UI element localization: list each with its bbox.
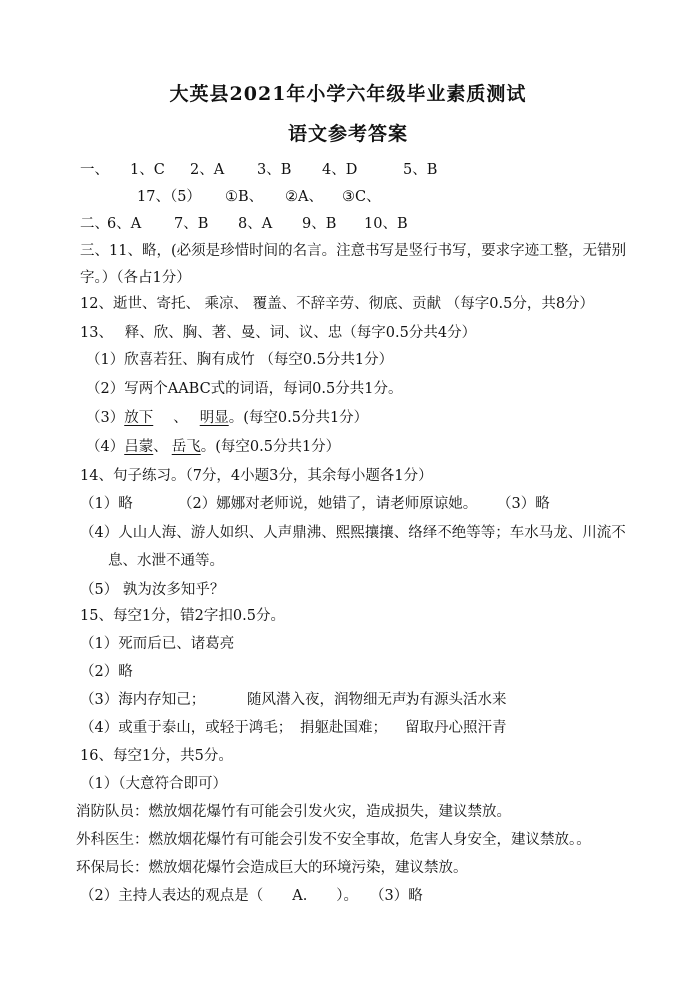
q16-answer: （2）主持人表达的观点是（ A. ）。 bbox=[80, 888, 359, 904]
section1-label: 一、 bbox=[80, 162, 109, 178]
q14-answer: （3）略 bbox=[497, 496, 550, 512]
answer-item: ①B、 bbox=[225, 189, 264, 205]
section3-line: 字。）（各占1分） bbox=[80, 270, 191, 286]
answer-item: 6、A bbox=[107, 216, 142, 232]
q15-answer: （3）海内存知己； bbox=[80, 692, 206, 708]
q13-line: 13、 释、欣、胸、著、曼、词、议、忠（每字0.5分共4分） bbox=[80, 325, 477, 341]
answer-item: 5、B bbox=[403, 162, 438, 178]
section3-line: 三、11、略，(必须是珍惜时间的名言。注意书写是竖行书写，要求字迹工整，无错别 bbox=[80, 243, 627, 259]
fill-in-blank: 岳飞 bbox=[171, 439, 201, 455]
q15-answer: 为有源头活水来 bbox=[405, 692, 507, 708]
fill-in-blank: 放下 bbox=[124, 410, 154, 426]
q15-answer: （4）或重于泰山，或轻于鸿毛； bbox=[80, 720, 293, 736]
q16-answer: 消防队员：燃放烟花爆竹有可能会引发火灾，造成损失，建议禁放。 bbox=[76, 804, 511, 820]
answer-item: ③C、 bbox=[342, 189, 381, 205]
answer-item: 9、B bbox=[302, 216, 337, 232]
answer-item: 8、A bbox=[238, 216, 273, 232]
q14-answer: （5） 孰为汝多知乎？ bbox=[80, 582, 225, 598]
answer-item: 10、B bbox=[364, 216, 408, 232]
q15-answer: 留取丹心照汗青 bbox=[405, 720, 507, 736]
q15-line: 15、每空1分，错2字扣0.5分。 bbox=[80, 608, 285, 624]
answer-item: ②A、 bbox=[285, 189, 323, 205]
q16-answer: （3）略 bbox=[370, 888, 423, 904]
q16-answer: 环保局长：燃放烟花爆竹会造成巨大的环境污染，建议禁放。 bbox=[76, 860, 468, 876]
answer-item: 3、B bbox=[257, 162, 292, 178]
answer-item: 2、A bbox=[190, 162, 225, 178]
q16-answer: （1）（大意符合即可） bbox=[80, 776, 227, 792]
q14-answer: （1）略 bbox=[80, 496, 133, 512]
fill-in-blank: 明显 bbox=[199, 410, 229, 426]
page-title: 大英县2021年小学六年级毕业素质测试 bbox=[169, 83, 527, 105]
q15-answer: （1）死而后已、诸葛亮 bbox=[80, 636, 235, 652]
q12-line: 12、逝世、寄托、 乘凉、 覆盖、不辞辛劳、彻底、贡献 （每字0.5分，共8分） bbox=[80, 296, 595, 312]
q14-answer: （4）人山人海、游人如织、人声鼎沸、熙熙攘攘、络绎不绝等等；车水马龙、川流不 bbox=[80, 525, 626, 541]
q14-answer: （2）娜娜对老师说，她错了，请老师原谅她。 bbox=[178, 496, 478, 512]
q15-answer: （2）略 bbox=[80, 664, 133, 680]
q14-answer: 息、水泄不通等。 bbox=[108, 553, 224, 569]
q17-label: 17、（5） bbox=[137, 189, 201, 205]
q16-answer: 外科医生：燃放烟花爆竹有可能会引发不安全事故，危害人身安全，建议禁放。。 bbox=[76, 832, 591, 848]
answer-item: 7、B bbox=[174, 216, 209, 232]
q16-line: 16、每空1分，共5分。 bbox=[80, 748, 233, 764]
q15-answer: 捐躯赴国难； bbox=[300, 720, 387, 736]
answer-item: 4、D bbox=[322, 162, 358, 178]
q14-line: 14、句子练习。（7分，4小题3分，其余每小题各1分） bbox=[80, 468, 433, 484]
q13-answer: （1）欣喜若狂、胸有成竹 （每空0.5分共1分） bbox=[86, 352, 394, 368]
fill-in-blank: 吕蒙 bbox=[124, 439, 154, 455]
q15-answer: 随风潜入夜，润物细无声； bbox=[247, 692, 421, 708]
answer-item: 1、C bbox=[130, 162, 165, 178]
q13-answer-3: （3）放下 、 明显。(每空0.5分共1分） bbox=[86, 410, 369, 426]
page-subtitle: 语文参考答案 bbox=[287, 123, 408, 145]
q13-answer-4: （4）吕蒙、 岳飞。(每空0.5分共1分） bbox=[86, 439, 341, 455]
q13-answer: （2）写两个AABC式的词语，每词0.5分共1分。 bbox=[86, 381, 403, 397]
section2-label: 二、 bbox=[80, 216, 109, 232]
